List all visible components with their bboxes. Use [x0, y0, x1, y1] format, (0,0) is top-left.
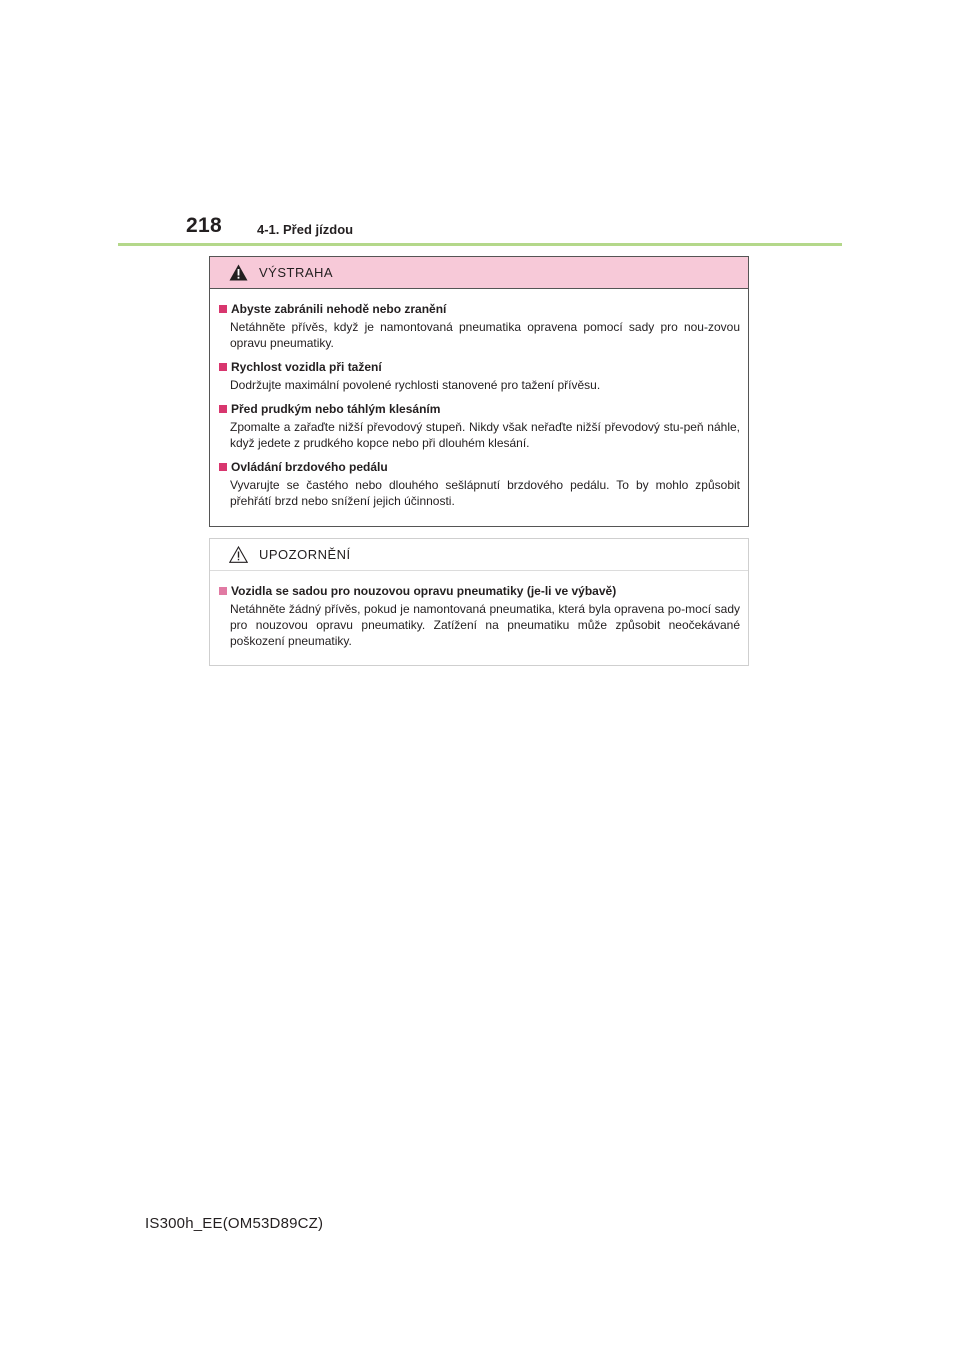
warning-item [219, 301, 740, 351]
warning-item-title: Abyste zabránili nehodě nebo zranění [231, 302, 447, 316]
section-title: 4-1. Před jízdou [257, 222, 354, 237]
caution-box [209, 538, 749, 666]
header-rule [118, 243, 842, 246]
warning-item-title: Rychlost vozidla při tažení [231, 360, 382, 374]
warning-item-text: Zpomalte a zařaďte nižší převodový stupeň. Nikdy však neřaďte nižší převodový stu-peň náhle, když jedete z prudkého kopce nebo při dlouhém klesání. [230, 420, 740, 450]
bullet-square-icon [219, 363, 227, 371]
warning-item [219, 401, 740, 451]
caution-item-title: Vozidla se sadou pro nouzovou opravu pneumatiky (je-li ve výbavě) [231, 584, 617, 598]
caution-box-title: UPOZORNĚNÍ [259, 547, 351, 562]
warning-triangle-icon [229, 264, 248, 281]
caution-item [219, 583, 740, 649]
warning-item [219, 359, 740, 393]
warning-item-text: Vyvarujte se častého nebo dlouhého sešlápnutí brzdového pedálu. To by mohlo způsobit přehřátí brzd nebo snížení jejich účinnosti. [230, 478, 740, 508]
caution-box-header [210, 539, 748, 571]
caution-item-text: Netáhněte žádný přívěs, pokud je namontovaná pneumatika, která byla opravena po-mocí sady pro nouzovou opravu pneumatiky. Zatížení na pneumatiku může způsobit neočekávané poškození pneumatiky. [230, 602, 740, 648]
manual-code: IS300h_EE(OM53D89CZ) [145, 1215, 324, 1232]
bullet-square-icon [219, 587, 227, 595]
warning-item-title: Ovládání brzdového pedálu [231, 460, 388, 474]
warning-item [219, 459, 740, 509]
warning-box-body [210, 289, 748, 509]
caution-box-body [210, 571, 748, 649]
caution-triangle-icon [229, 546, 248, 563]
warning-box [209, 256, 749, 527]
warning-item-title: Před prudkým nebo táhlým klesáním [231, 402, 441, 416]
warning-item-text: Dodržujte maximální povolené rychlosti stanovené pro tažení přívěsu. [230, 378, 601, 392]
bullet-square-icon [219, 405, 227, 413]
page-number: 218 [186, 214, 222, 237]
warning-item-text: Netáhněte přívěs, když je namontovaná pneumatika opravena pomocí sady pro nou-zovou opravu pneumatiky. [230, 320, 740, 350]
bullet-square-icon [219, 463, 227, 471]
bullet-square-icon [219, 305, 227, 313]
warning-box-title: VÝSTRAHA [259, 265, 334, 280]
warning-box-header [210, 257, 748, 289]
